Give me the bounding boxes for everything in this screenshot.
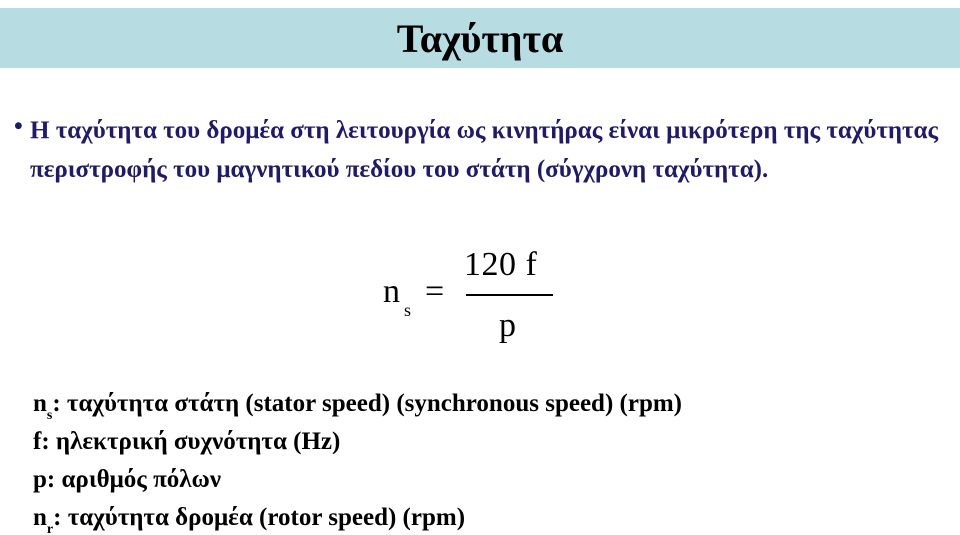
- definition-line: [33, 499, 953, 535]
- bullet-text: Η ταχύτητα του δρομέα στη λειτουργία ως κινητήρας είναι μικρότερη της ταχύτητας περιστροφής του μαγνητικού πεδίου του στάτη (σύγχρονη ταχύτητα).: [30, 117, 939, 183]
- definition-symbol: n: [33, 504, 47, 531]
- formula-lhs-subscript: s: [404, 300, 412, 320]
- definition-text: : ταχύτητα στάτη (stator speed) (synchronous speed) (rpm): [52, 390, 682, 417]
- formula-fraction-bar: [466, 294, 553, 296]
- definition-text: : ταχύτητα δρομέα (rotor speed) (rpm): [53, 504, 466, 531]
- definition-symbol: p: [33, 466, 47, 493]
- formula-equals: =: [425, 273, 445, 310]
- formula-lhs-symbol: n: [383, 273, 400, 310]
- definition-line: [33, 385, 953, 423]
- definition-line: [33, 461, 953, 499]
- bullet-marker: •: [14, 113, 23, 140]
- definition-text: : αριθμός πόλων: [46, 466, 222, 493]
- definition-subscript: r: [46, 522, 54, 535]
- formula-numerator: 120 f: [464, 246, 538, 283]
- definitions-list: [33, 385, 953, 535]
- definition-subscript: s: [46, 408, 53, 423]
- definition-line: [33, 423, 953, 461]
- definition-symbol: f: [33, 428, 42, 455]
- formula-denominator: p: [499, 307, 516, 344]
- definition-symbol: n: [33, 390, 47, 417]
- definition-text: : ηλεκτρική συχνότητα (Hz): [41, 428, 341, 455]
- speed-formula: [380, 240, 570, 360]
- slide-title: Ταχύτητα: [396, 16, 564, 61]
